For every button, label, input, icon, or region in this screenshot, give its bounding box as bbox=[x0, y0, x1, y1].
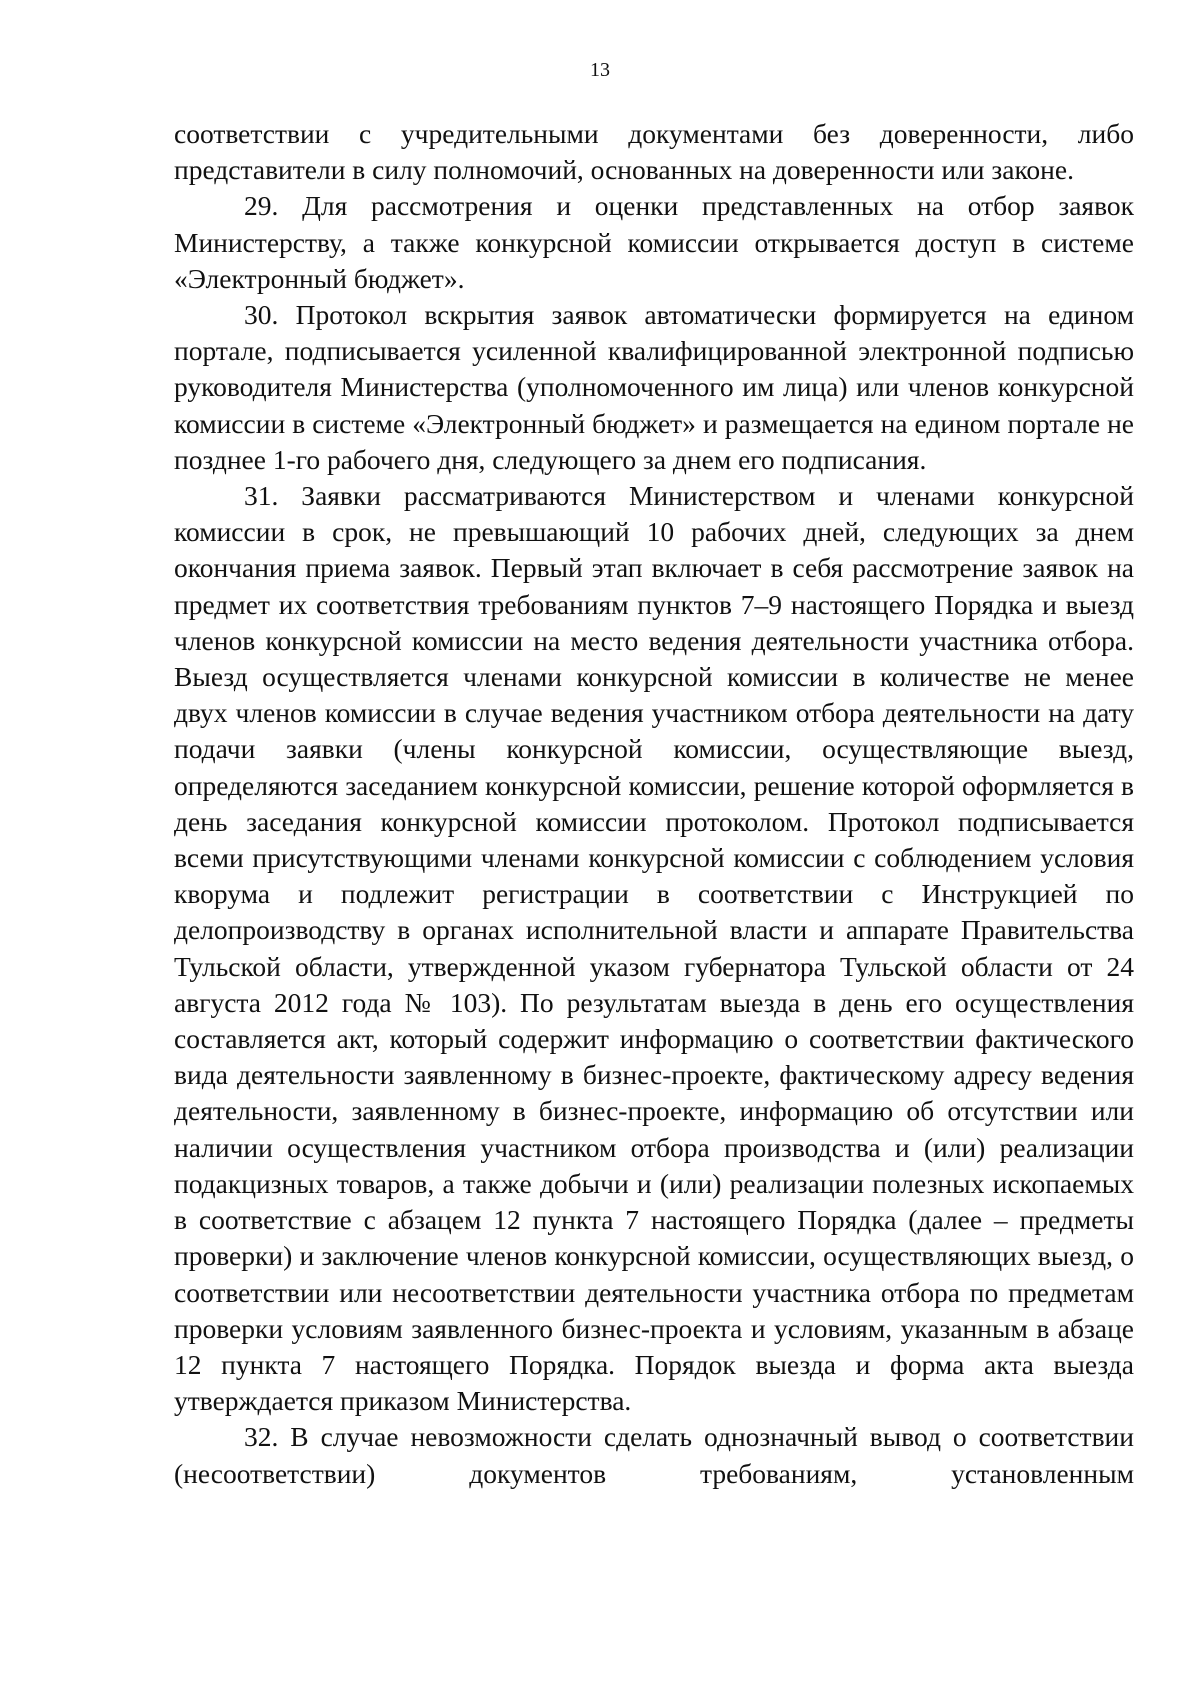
paragraph-30: 30. Протокол вскрытия заявок автоматически формируется на едином портале, подписывается усиленной квалифицированной электронной подписью руководителя Министерства (уполномоченного им лица) или членов конкурсной комиссии в системе «Электронный бюджет» и размещается на едином портале не позднее 1-го рабочего дня, следующего за днем его подписания. bbox=[174, 299, 1134, 475]
page-number: 13 bbox=[590, 59, 610, 81]
paragraph-32: 32. В случае невозможности сделать однозначный вывод о соответствии (несоответствии) документов требованиям, установленным bbox=[174, 1421, 1134, 1489]
document-body bbox=[174, 116, 1134, 1492]
paragraph-continuation: соответствии с учредительными документами без доверенности, либо представители в силу полномочий, основанных на доверенности или законе. bbox=[174, 118, 1134, 186]
paragraph-29: 29. Для рассмотрения и оценки представленных на отбор заявок Министерству, а также конкурсной комиссии открывается доступ в системе «Электронный бюджет». bbox=[174, 190, 1134, 294]
paragraph-31: 31. Заявки рассматриваются Министерством и членами конкурсной комиссии в срок, не превышающий 10 рабочих дней, следующих за днем окончания приема заявок. Первый этап включает в себя рассмотрение заявок на предмет их соответствия требованиям пунктов 7–9 настоящего Порядка и выезд членов конкурсной комиссии на место ведения деятельности участника отбора. Выезд осуществляется членами конкурсной комиссии в количестве не менее двух членов комиссии в случае ведения участником отбора деятельности на дату подачи заявки (члены конкурсной комиссии, осуществляющие выезд, определяются заседанием конкурсной комиссии, решение которой оформляется в день заседания конкурсной комиссии протоколом. Протокол подписывается всеми присутствующими членами конкурсной комиссии с соблюдением условия кворума и подлежит регистрации в соответствии с Инструкцией по делопроизводству в органах исполнительной власти и аппарате Правительства Тульской области, утвержденной указом губернатора Тульской области от 24 августа 2012 года № 103). По результатам выезда в день его осуществления составляется акт, который содержит информацию о соответствии фактического вида деятельности заявленному в бизнес-проекте, фактическому адресу ведения деятельности, заявленному в бизнес-проекте, информацию об отсутствии или наличии осуществления участником отбора производства и (или) реализации подакцизных товаров, а также добычи и (или) реализации полезных ископаемых в соответствие с абзацем 12 пункта 7 настоящего Порядка (далее – предметы проверки) и заключение членов конкурсной комиссии, осуществляющих выезд, о соответствии или несоответствии деятельности участника отбора по предметам проверки условиям заявленного бизнес-проекта и условиям, указанным в абзаце 12 пункта 7 настоящего Порядка. Порядок выезда и форма акта выезда утверждается приказом Министерства. bbox=[174, 480, 1134, 1417]
